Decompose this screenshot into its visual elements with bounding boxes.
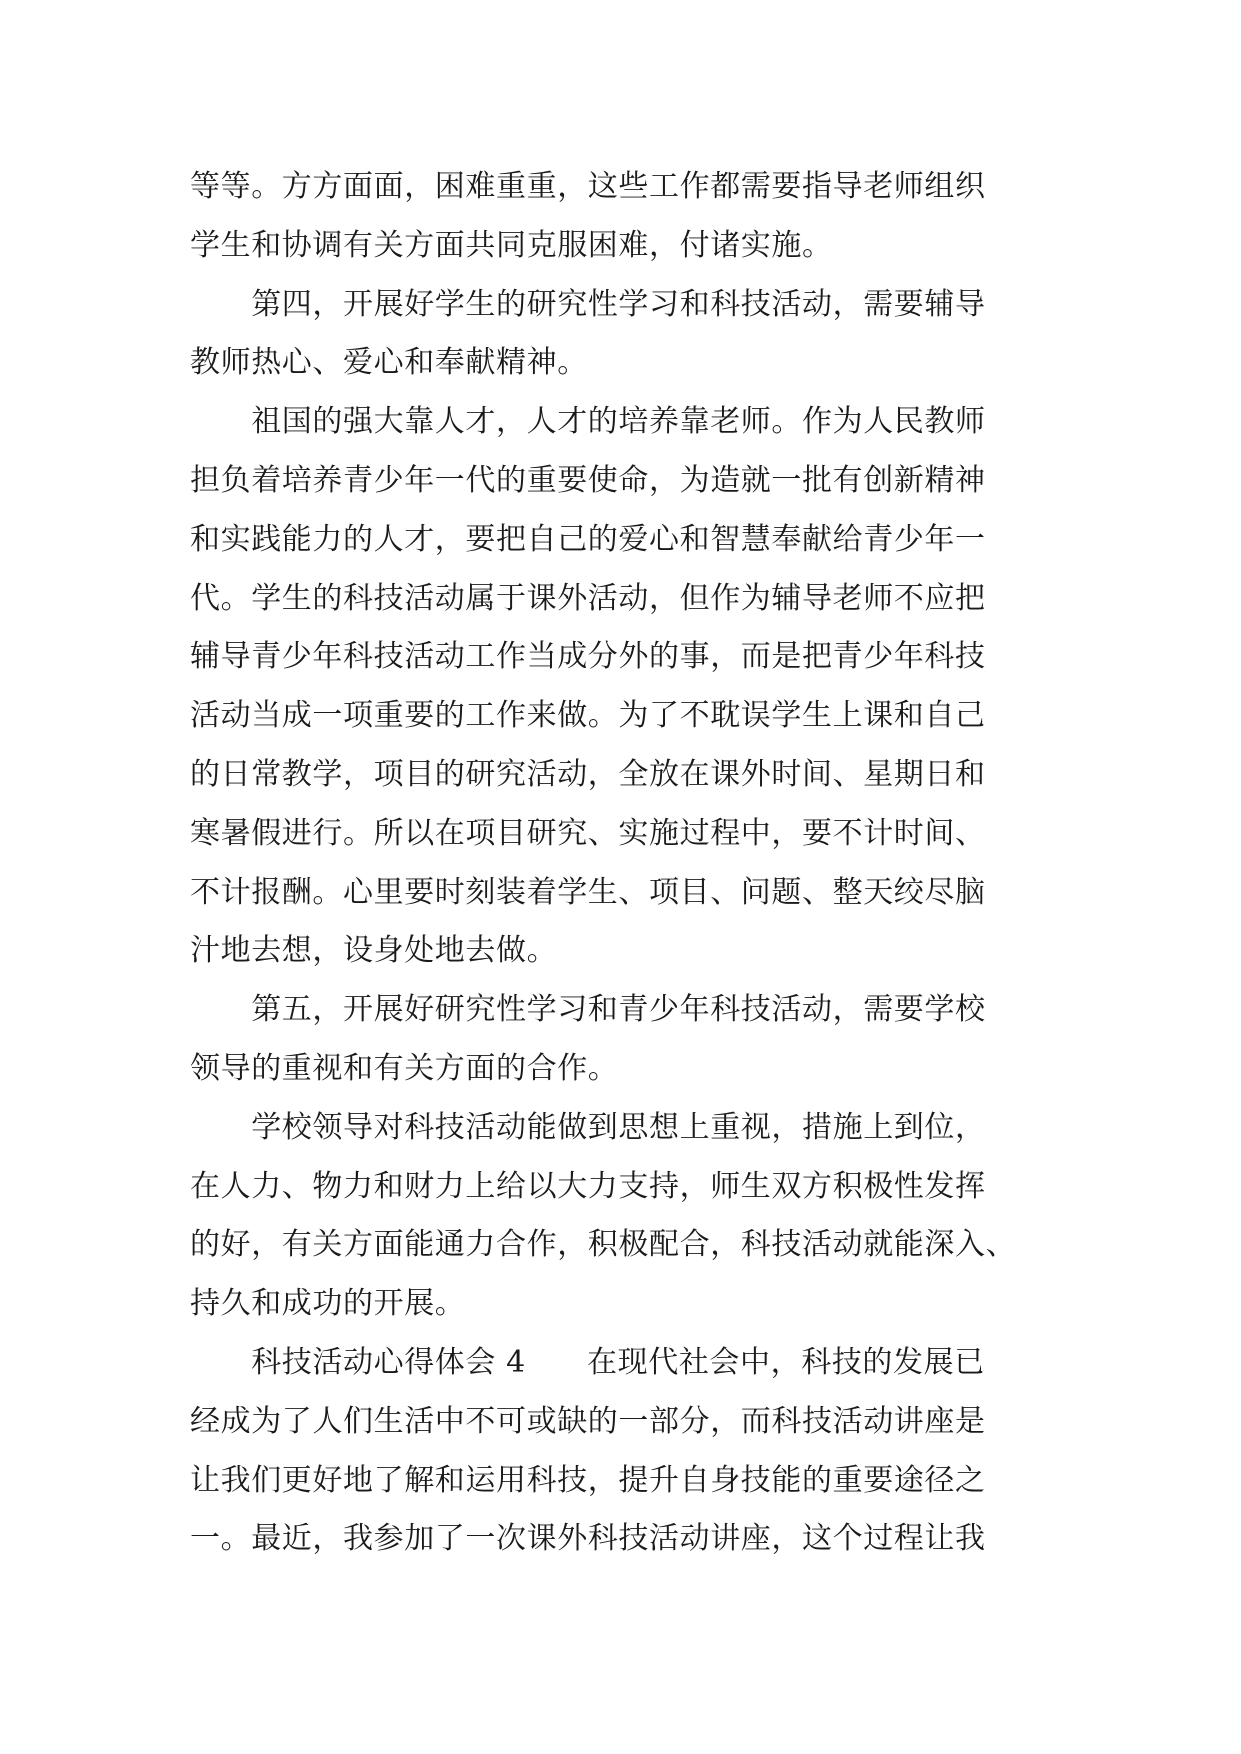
text-line: 第五，开展好研究性学习和青少年科技活动，需要学校 <box>190 992 986 1028</box>
text-line: 教师热心、爱心和奉献精神。 <box>190 345 588 381</box>
text-line: 持久和成功的开展。 <box>190 1286 466 1322</box>
text-line: 第四，开展好学生的研究性学习和科技活动，需要辅导 <box>190 286 986 322</box>
text-line: 的好，有关方面能通力合作，积极配合，科技活动就能深入、 <box>190 1227 1017 1263</box>
text-line: 等等。方方面面，困难重重，这些工作都需要指导老师组织 <box>190 169 986 204</box>
text-line: 寒暑假进行。所以在项目研究、实施过程中，要不计时间、 <box>190 815 986 851</box>
document-body <box>190 158 1050 1569</box>
text-line: 辅导青少年科技活动工作当成分外的事，而是把青少年科技 <box>190 639 986 675</box>
text-line: 在人力、物力和财力上给以大力支持，师生双方积极性发挥 <box>190 1168 986 1204</box>
text-line: 不计报酬。心里要时刻装着学生、项目、问题、整天绞尽脑 <box>190 874 986 910</box>
text-line: 汁地去想，设身处地去做。 <box>190 933 558 969</box>
text-line: 领导的重视和有关方面的合作。 <box>190 1050 619 1086</box>
text-line: 一。最近，我参加了一次课外科技活动讲座，这个过程让我 <box>190 1521 986 1557</box>
text-line: 担负着培养青少年一代的重要使命，为造就一批有创新精神 <box>190 462 986 498</box>
text-line: 代。学生的科技活动属于课外活动，但作为辅导老师不应把 <box>190 580 986 616</box>
text-line: 让我们更好地了解和运用科技，提升自身技能的重要途径之 <box>190 1462 986 1498</box>
text-line: 的日常教学，项目的研究活动，全放在课外时间、星期日和 <box>190 756 986 792</box>
text-line: 科技活动心得体会 4 在现代社会中，科技的发展已 <box>190 1344 985 1380</box>
text-line: 学生和协调有关方面共同克服困难，付诸实施。 <box>190 227 833 263</box>
text-line: 活动当成一项重要的工作来做。为了不耽误学生上课和自己 <box>190 698 986 734</box>
text-line: 学校领导对科技活动能做到思想上重视，措施上到位， <box>190 1109 986 1145</box>
text-line: 和实践能力的人才，要把自己的爱心和智慧奉献给青少年一 <box>190 521 986 557</box>
text-line: 祖国的强大靠人才，人才的培养靠老师。作为人民教师 <box>190 404 986 440</box>
text-line: 经成为了人们生活中不可或缺的一部分，而科技活动讲座是 <box>190 1403 986 1439</box>
